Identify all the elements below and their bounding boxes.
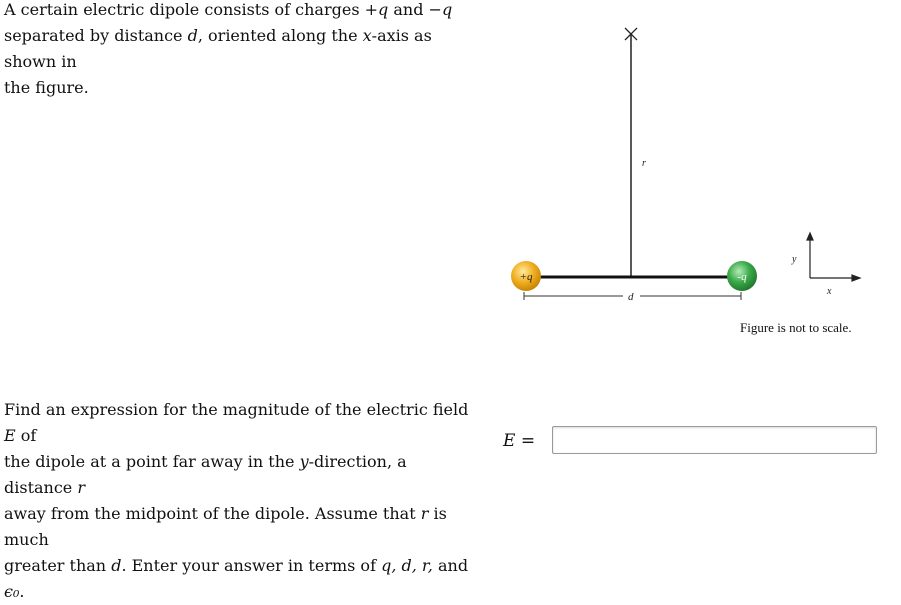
answer-input[interactable] bbox=[552, 426, 877, 454]
figure-caption: Figure is not to scale. bbox=[740, 320, 852, 335]
question-text: of bbox=[15, 426, 37, 445]
symbol-q: q bbox=[441, 0, 453, 19]
question-text: away from the midpoint of the dipole. Assume that bbox=[4, 504, 421, 523]
d-label: d bbox=[628, 291, 634, 303]
intro-text: the figure. bbox=[4, 78, 89, 97]
question-text: . bbox=[19, 582, 25, 601]
question-text: -direction, a distance bbox=[4, 452, 407, 497]
r-label: r bbox=[642, 158, 646, 169]
symbol-y: y bbox=[299, 452, 309, 471]
negative-charge-label: -q bbox=[737, 271, 747, 283]
positive-charge bbox=[511, 261, 541, 291]
x-axis-label: x bbox=[827, 286, 832, 297]
question-text: . Enter your answer in terms of bbox=[121, 556, 382, 575]
positive-charge-label: +q bbox=[519, 271, 533, 283]
question-text: and bbox=[432, 556, 469, 575]
symbol-q: q bbox=[378, 0, 389, 19]
question-text: is much bbox=[4, 504, 447, 549]
symbol-E: E bbox=[4, 426, 16, 445]
symbol-r: r bbox=[77, 478, 86, 497]
y-axis-arrow-icon bbox=[807, 233, 813, 240]
problem-question bbox=[4, 397, 474, 605]
axes-indicator bbox=[807, 233, 860, 281]
y-axis-label: y bbox=[792, 254, 797, 265]
question-text: Find an expression for the magnitude of the electric field bbox=[4, 400, 469, 419]
dipole-figure bbox=[490, 20, 880, 330]
negative-charge bbox=[727, 261, 757, 291]
answer-label bbox=[503, 429, 535, 453]
problem-intro bbox=[4, 0, 474, 101]
symbol-d: d bbox=[111, 556, 122, 575]
intro-text: and − bbox=[388, 0, 442, 19]
symbol-x: x bbox=[362, 26, 372, 45]
question-text: the dipole at a point far away in the bbox=[4, 452, 300, 471]
question-text: greater than bbox=[4, 556, 112, 575]
symbol-d: d bbox=[187, 26, 198, 45]
intro-text: -axis as shown in bbox=[4, 26, 432, 71]
intro-text: separated by distance bbox=[4, 26, 188, 45]
intro-text: , oriented along the bbox=[197, 26, 363, 45]
symbol-epsilon: ϵ₀ bbox=[4, 582, 20, 601]
intro-text: A certain electric dipole consists of charges + bbox=[4, 0, 379, 19]
answer-label-text: E = bbox=[503, 431, 536, 451]
x-axis-arrow-icon bbox=[852, 275, 860, 281]
symbol-list: q, d, r, bbox=[381, 556, 433, 575]
symbol-r: r bbox=[420, 504, 429, 523]
